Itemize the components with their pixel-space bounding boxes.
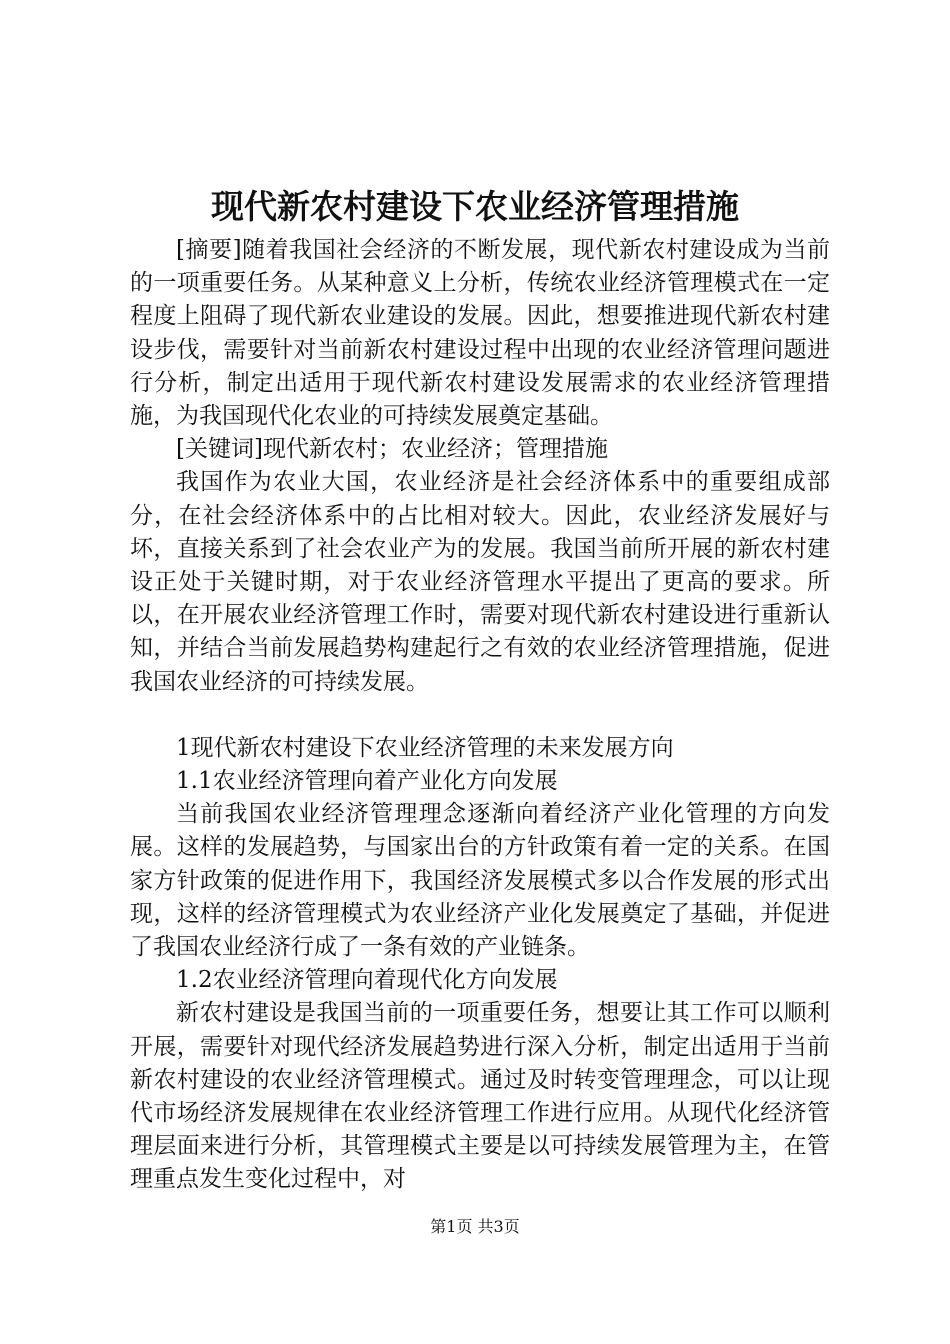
- intro-paragraph: 我国作为农业大国，农业经济是社会经济体系中的重要组成部分，在社会经济体系中的占比相对较大。因此，农业经济发展好与坏，直接关系到了社会农业产为的发展。我国当前所开展的新农村建设正处于关键时期，对于农业经济管理水平提出了更高的要求。所以，在开展农业经济管理工作时，需要对现代新农村建设进行重新认知，并结合当前发展趋势构建起行之有效的农业经济管理措施，促进我国农业经济的可持续发展。: [130, 469, 830, 695]
- section-1-heading: 1现代新农村建设下农业经济管理的未来发展方向: [176, 734, 674, 761]
- keywords-paragraph: [关键词]现代新农村；农业经济；管理措施: [176, 436, 608, 463]
- section-1-1-paragraph: 当前我国农业经济管理理念逐渐向着经济产业化管理的方向发展。这样的发展趋势，与国家出台的方针政策有着一定的关系。在国家方针政策的促进作用下，我国经济发展模式多以合作发展的形式出现，这样的经济管理模式为农业经济产业化发展奠定了基础，并促进了我国农业经济行成了一条有效的产业链条。: [130, 801, 830, 961]
- section-1-2-heading: 1.2农业经济管理向着现代化方向发展: [176, 967, 558, 994]
- page-number-footer: 第1页 共3页: [430, 1217, 520, 1236]
- abstract-paragraph: [摘要]随着我国社会经济的不断发展，现代新农村建设成为当前的一项重要任务。从某种意义上分析，传统农业经济管理模式在一定程度上阻碍了现代新农业建设的发展。因此，想要推进现代新农村建设步伐，需要针对当前新农村建设过程中出现的农业经济管理问题进行分析，制定出适用于现代新农村建设发展需求的农业经济管理措施，为我国现代化农业的可持续发展奠定基础。: [130, 237, 830, 430]
- document-body: [130, 234, 830, 1197]
- document-title: 现代新农村建设下农业经济管理措施: [211, 187, 739, 226]
- section-1-2-paragraph: 新农村建设是我国当前的一项重要任务，想要让其工作可以顺利开展，需要针对现代经济发展趋势进行深入分析，制定出适用于当前新农村建设的农业经济管理模式。通过及时转变管理理念，可以让现代市场经济发展规律在农业经济管理工作进行应用。从现代化经济管理层面来进行分析，其管理模式主要是以可持续发展管理为主，在管理重点发生变化过程中，对: [130, 1000, 830, 1193]
- section-1-1-heading: 1.1农业经济管理向着产业化方向发展: [176, 768, 558, 795]
